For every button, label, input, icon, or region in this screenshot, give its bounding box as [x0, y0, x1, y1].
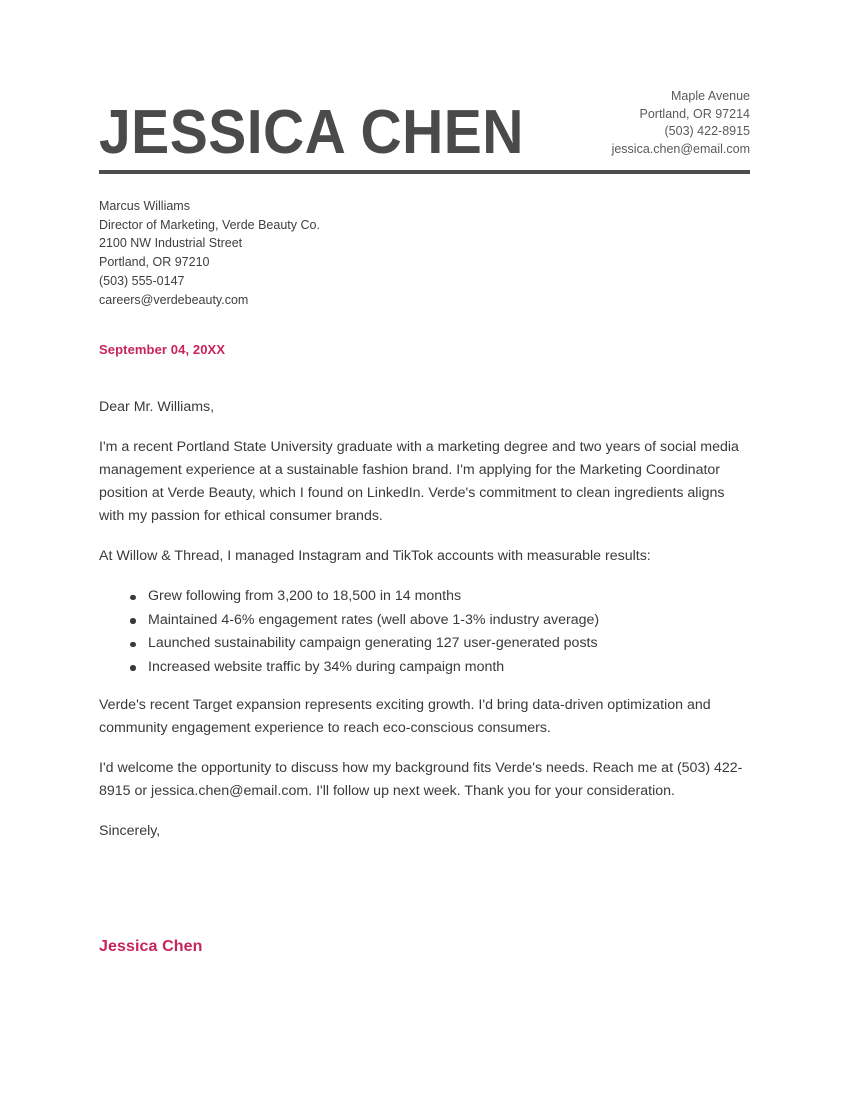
sender-city-line: Portland, OR 97214 [639, 106, 750, 121]
body-paragraph-4: I'd welcome the opportunity to discuss how my background fits Verde's needs. Reach me at (503) 422-8915 or jessica.chen@email.com. I'll follow up next week. Thank you for your consideration. [99, 759, 743, 799]
list-item: Maintained 4-6% engagement rates (well above 1-3% industry average) [130, 609, 744, 632]
letter-date: September 04, 20XX [99, 342, 226, 357]
achievements-list [99, 585, 744, 679]
sender-address-line: Maple Avenue [671, 89, 750, 103]
letter-header [99, 88, 750, 167]
letter-body [99, 396, 744, 843]
sender-contact-block [612, 88, 750, 164]
closing-salutation: Sincerely, [99, 822, 161, 839]
recipient-street: 2100 NW Industrial Street [99, 236, 243, 251]
sender-email: jessica.chen@email.com [611, 141, 750, 156]
recipient-city: Portland, OR 97210 [99, 255, 210, 270]
sender-phone: (503) 422-8915 [664, 124, 750, 138]
recipient-name: Marcus Williams [99, 199, 190, 213]
header-divider [99, 170, 750, 174]
salutation: Dear Mr. Williams, [99, 399, 215, 415]
recipient-phone: (503) 555-0147 [99, 273, 185, 288]
body-paragraph-2: At Willow & Thread, I managed Instagram and TikTok accounts with measurable results: [99, 548, 651, 564]
recipient-title: Director of Marketing, Verde Beauty Co. [99, 217, 320, 232]
signature-name: Jessica Chen [99, 938, 203, 955]
body-paragraph-1: I'm a recent Portland State University graduate with a marketing degree and two years of social media management experience at a sustainable fashion brand. I'm applying for the Marketing Coordinator position at Verde Beauty, which I found on LinkedIn. Verde's commitment to clean ingredients aligns with my passion for ethical consumer brands. [99, 439, 739, 524]
sender-name: JESSICA CHEN [99, 98, 524, 167]
body-paragraph-3: Verde's recent Target expansion represents exciting growth. I'd bring data-driven optimization and community engagement experience to reach eco-conscious consumers. [99, 696, 711, 736]
list-item: Launched sustainability campaign generating 127 user-generated posts [130, 632, 744, 655]
recipient-email: careers@verdebeauty.com [99, 292, 249, 307]
recipient-address-block [99, 197, 320, 309]
list-item: Grew following from 3,200 to 18,500 in 14 months [130, 585, 744, 608]
list-item: Increased website traffic by 34% during campaign month [130, 656, 744, 679]
